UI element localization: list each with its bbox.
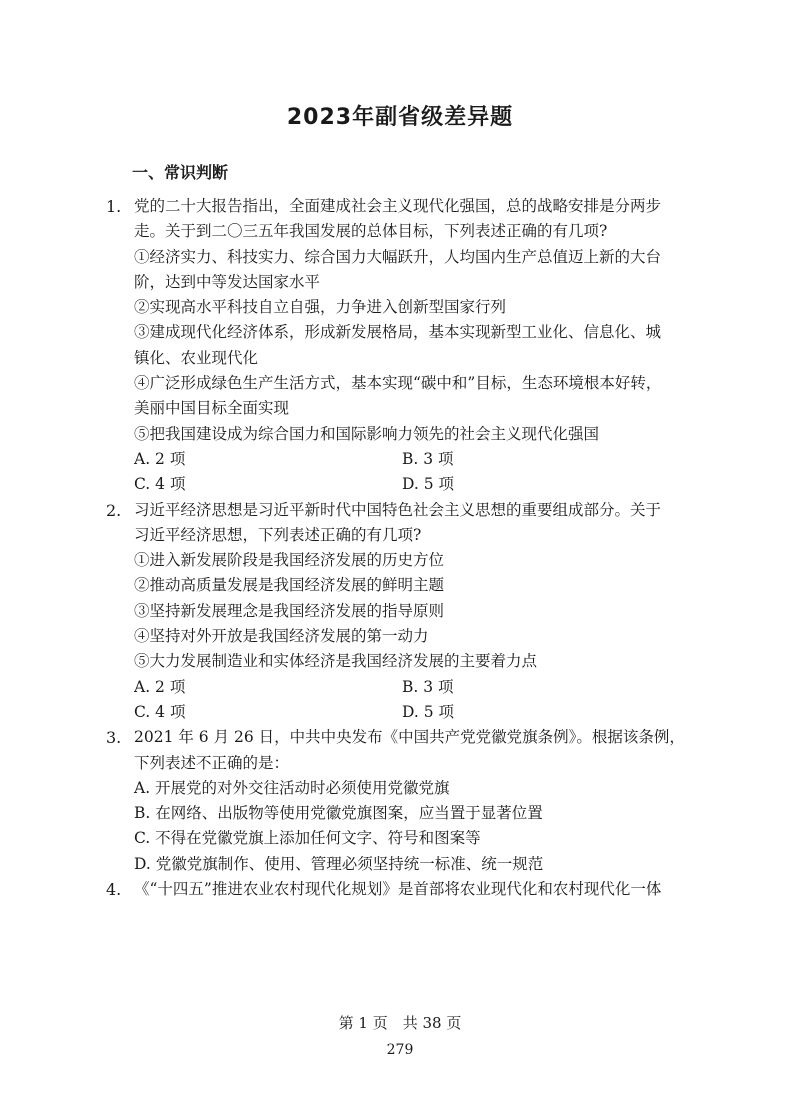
statement-line: ③坚持新发展理念是我国经济发展的指导原则 [134, 601, 445, 620]
question-number: 1. [106, 197, 122, 216]
question-3 [100, 725, 685, 877]
statement-line: ①经济实力、科技实力、综合国力大幅跃升，人均国内生产总值迈上新的大台 [134, 247, 662, 266]
option-a: A. 2 项 [134, 449, 186, 468]
statement-line: ③建成现代化经济体系，形成新发展格局，基本实现新型工业化、信息化、城 [134, 323, 662, 342]
statement-line: 镇化、农业现代化 [134, 348, 259, 367]
question-4 [100, 877, 670, 902]
option-c: C. 4 项 [134, 702, 186, 721]
page-footer: 第 1 页 共 38 页 [338, 1014, 462, 1032]
statement-line: ②推动高质量发展是我国经济发展的鲜明主题 [134, 576, 445, 595]
option-b: B. 在网络、出版物等使用党徽党旗图案，应当置于显著位置 [134, 804, 543, 823]
statement-line: ④广泛形成绿色生产生活方式，基本实现“碳中和”目标，生态环境根本好转， [134, 374, 662, 393]
option-row [134, 472, 670, 497]
statement-line: ①进入新发展阶段是我国经济发展的历史方位 [134, 551, 445, 570]
section-heading: 一、常识判断 [132, 163, 229, 182]
statement-line: ②实现高水平科技自立自强，力争进入创新型国家行列 [134, 298, 507, 317]
question-list [100, 194, 685, 902]
question-line: 习近平经济思想，下列表述正确的有几项? [134, 525, 422, 544]
question-number: 4. [106, 880, 122, 900]
option-d: D. 5 项 [402, 475, 455, 494]
option-row [134, 700, 670, 725]
question-line: 习近平经济思想是习近平新时代中国特色社会主义思想的重要组成部分。关于 [134, 500, 662, 519]
question-number: 3. [106, 728, 122, 748]
option-row [134, 675, 670, 700]
option-a: A. 2 项 [134, 677, 186, 696]
option-b: B. 3 项 [402, 449, 454, 468]
statement-line: 美丽中国目标全面实现 [134, 399, 290, 418]
option-d: D. 党徽党旗制作、使用、管理必须坚持统一标准、统一规范 [134, 854, 544, 873]
statement-line: ⑤把我国建设成为综合国力和国际影响力领先的社会主义现代化强国 [134, 424, 600, 443]
page-number: 279 [386, 1042, 414, 1058]
question-line: 走。关于到二〇三五年我国发展的总体目标，下列表述正确的有几项? [134, 222, 608, 241]
option-c: C. 不得在党徽党旗上添加任何文字、符号和图案等 [134, 829, 481, 848]
statement-line: ⑤大力发展制造业和实体经济是我国经济发展的主要着力点 [134, 652, 538, 671]
option-b: B. 3 项 [402, 677, 454, 696]
option-row [134, 447, 670, 472]
question-line: 党的二十大报告指出，全面建成社会主义现代化强国，总的战略安排是分两步 [134, 197, 662, 215]
question-line: 下列表述不正确的是： [134, 753, 290, 772]
page-title: 2023年副省级差异题 [286, 105, 514, 130]
question-line: 《“十四五”推进农业农村现代化规划》是首部将农业现代化和农村现代化一体 [134, 880, 662, 899]
statement-line: ④坚持对外开放是我国经济发展的第一动力 [134, 627, 429, 646]
question-number: 2. [106, 500, 122, 520]
option-d: D. 5 项 [402, 702, 455, 721]
question-1 [100, 194, 670, 498]
option-c: C. 4 项 [134, 475, 186, 494]
option-a: A. 开展党的对外交往活动时必须使用党徽党旗 [134, 778, 450, 797]
statement-line: 阶，达到中等发达国家水平 [134, 272, 321, 291]
question-2 [100, 498, 670, 726]
question-line: 2021 年 6 月 26 日，中共中央发布《中国共产党党徽党旗条例》。根据该条例， [134, 728, 685, 747]
